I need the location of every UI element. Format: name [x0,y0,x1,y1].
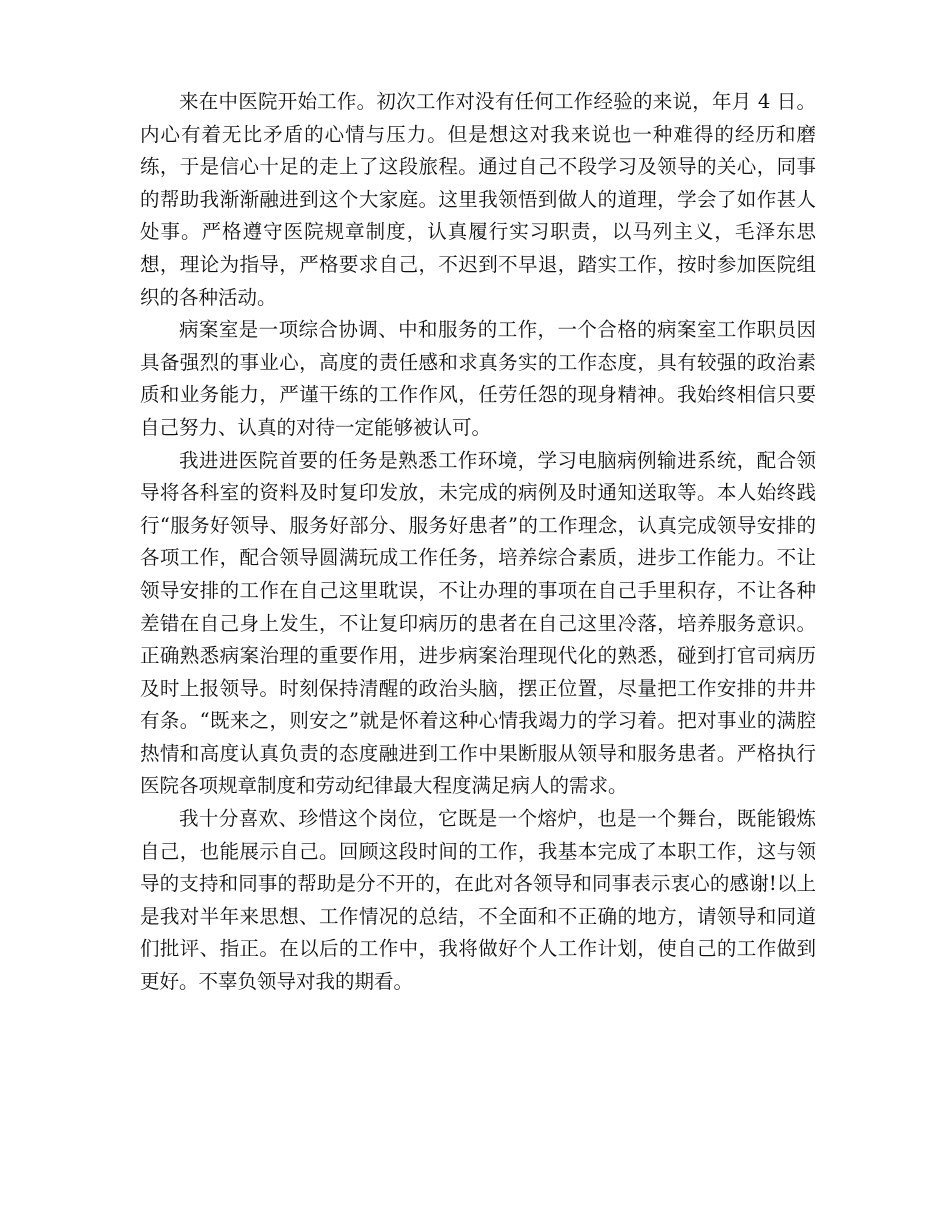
paragraph-3: 我进进医院首要的任务是熟悉工作环境，学习电脑病例输进系统，配合领导将各科室的资料及时复印发放，未完成的病例及时通知送取等。本人始终践行“服务好领导、服务好部分、服务好患者”的工作理念，认真完成领导安排的各项工作，配合领导圆满玩成工作任务，培养综合素质，进步工作能力。不让领导安排的工作在自己这里耽误，不让办理的事项在自己手里积存，不让各种差错在自己身上发生，不让复印病历的患者在自己这里冷落，培养服务意识。正确熟悉病案治理的重要作用，进步病案治理现代化的熟悉，碰到打官司病历及时上报领导。时刻保持清醒的政治头脑，摆正位置，尽量把工作安排的井井有条。“既来之，则安之”就是怀着这种心情我竭力的学习着。把对事业的满腔热情和高度认真负责的态度融进到工作中果断服从领导和服务患者。严格执行医院各项规章制度和劳动纪律最大程度满足病人的需求。 [140,448,816,798]
paragraph-1: 来在中医院开始工作。初次工作对没有任何工作经验的来说，年月 4 日。内心有着无比矛盾的心情与压力。但是想这对我来说也一种难得的经历和磨练，于是信心十足的走上了这段旅程。通过自己不段学习及领导的关心，同事的帮助我渐渐融进到这个大家庭。这里我领悟到做人的道理，学会了如作甚人处事。严格遵守医院规章制度，认真履行实习职责，以马列主义，毛泽东思想，理论为指导，严格要求自己，不迟到不早退，踏实工作，按时参加医院组织的各种活动。 [140,90,816,309]
document-body [140,86,816,999]
paragraph-2: 病案室是一项综合协调、中和服务的工作，一个合格的病案室工作职员因具备强烈的事业心，高度的责任感和求真务实的工作态度，具有较强的政治素质和业务能力，严谨干练的工作作风，任劳任怨的现身精神。我始终相信只要自己努力、认真的对待一定能够被认可。 [140,318,816,439]
paragraph-4: 我十分喜欢、珍惜这个岗位，它既是一个熔炉，也是一个舞台，既能锻炼自己，也能展示自己。回顾这段时间的工作，我基本完成了本职工作，这与领导的支持和同事的帮助是分不开的，在此对各领导和同事表示衷心的感谢!以上是我对半年来思想、工作情况的总结，不全面和不正确的地方，请领导和同道们批评、指正。在以后的工作中，我将做好个人工作计划，使自己的工作做到更好。不辜负领导对我的期看。 [140,807,816,994]
